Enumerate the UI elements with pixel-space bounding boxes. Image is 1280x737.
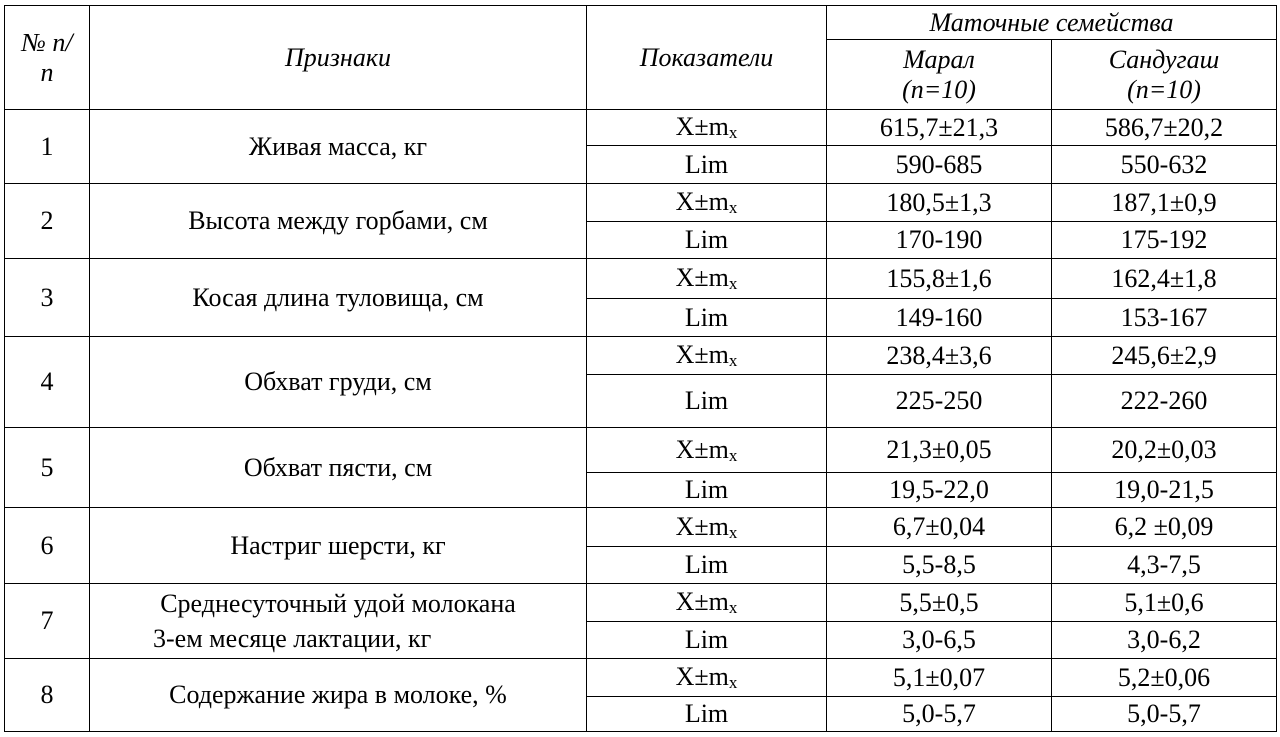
stat-mean-label [587, 110, 827, 146]
maral-mean: 21,3±0,05 [827, 428, 1052, 473]
row-trait: Настриг шерсти, кг [90, 508, 587, 584]
row-trait-line1: Среднесуточный удой молокана [160, 588, 516, 618]
mean-prefix: X±m [675, 187, 729, 217]
row-num: 2 [5, 184, 90, 259]
sandugash-mean: 162,4±1,8 [1052, 259, 1277, 299]
table-row [5, 584, 1277, 622]
mean-subscript: x [728, 598, 738, 618]
maral-mean: 238,4±3,6 [827, 337, 1052, 375]
sandugash-mean: 5,2±0,06 [1052, 659, 1277, 697]
row-trait: Живая масса, кг [90, 110, 587, 184]
row-num: 1 [5, 110, 90, 184]
mean-subscript: x [728, 522, 738, 542]
stat-lim-label: Lim [587, 146, 827, 184]
maral-lim: 5,5-8,5 [827, 547, 1052, 584]
table-row [5, 508, 1277, 547]
header-sandugash-n: (n=10) [1127, 74, 1201, 104]
sandugash-lim: 222-260 [1052, 375, 1277, 428]
table-row [5, 659, 1277, 697]
mean-subscript: x [728, 351, 738, 371]
sandugash-lim: 19,0-21,5 [1052, 473, 1277, 508]
mean-prefix: X±m [675, 662, 729, 692]
maral-mean: 155,8±1,6 [827, 259, 1052, 299]
sandugash-mean: 5,1±0,6 [1052, 584, 1277, 622]
stat-mean-label [587, 337, 827, 375]
row-trait [90, 584, 587, 659]
header-row-1 [5, 6, 1277, 40]
row-num: 4 [5, 337, 90, 428]
mean-prefix: X±m [675, 263, 729, 293]
maral-lim: 5,0-5,7 [827, 697, 1052, 732]
sandugash-lim: 4,3-7,5 [1052, 547, 1277, 584]
sandugash-lim: 153-167 [1052, 299, 1277, 337]
maral-mean: 5,1±0,07 [827, 659, 1052, 697]
sandugash-mean: 6,2 ±0,09 [1052, 508, 1277, 547]
mean-prefix: X±m [675, 587, 729, 617]
maral-lim: 3,0-6,5 [827, 622, 1052, 659]
maral-mean: 6,7±0,04 [827, 508, 1052, 547]
sandugash-mean: 245,6±2,9 [1052, 337, 1277, 375]
maral-mean: 5,5±0,5 [827, 584, 1052, 622]
mean-subscript: x [728, 445, 738, 465]
table-row [5, 337, 1277, 375]
row-trait: Содержание жира в молоке, % [90, 659, 587, 732]
row-trait: Косая длина туловища, см [90, 259, 587, 337]
data-table [4, 5, 1277, 732]
stat-mean-label [587, 184, 827, 222]
stat-lim-label: Lim [587, 622, 827, 659]
sandugash-lim: 3,0-6,2 [1052, 622, 1277, 659]
header-maral [827, 40, 1052, 110]
stat-mean-label [587, 428, 827, 473]
row-trait-line2: 3-ем месяце лактации, кг [153, 624, 432, 653]
row-trait: Высота между горбами, см [90, 184, 587, 259]
header-maral-name: Марал [903, 45, 975, 75]
header-indicator: Показатели [587, 6, 827, 110]
row-trait: Обхват груди, см [90, 337, 587, 428]
maral-lim: 19,5-22,0 [827, 473, 1052, 508]
mean-subscript: x [728, 274, 738, 294]
mean-prefix: X±m [675, 340, 729, 370]
stat-mean-label [587, 259, 827, 299]
row-num: 8 [5, 659, 90, 732]
sandugash-mean: 20,2±0,03 [1052, 428, 1277, 473]
table-row [5, 428, 1277, 473]
row-num: 7 [5, 584, 90, 659]
header-sandugash-name: Сандугаш [1108, 45, 1220, 75]
maral-lim: 590-685 [827, 146, 1052, 184]
header-maral-n: (n=10) [902, 74, 976, 104]
table-row [5, 184, 1277, 222]
mean-subscript: x [728, 198, 738, 218]
mean-prefix: X±m [675, 434, 729, 464]
mean-subscript: x [728, 673, 738, 693]
sandugash-lim: 5,0-5,7 [1052, 697, 1277, 732]
maral-lim: 149-160 [827, 299, 1052, 337]
row-trait: Обхват пясти, см [90, 428, 587, 508]
maral-mean: 615,7±21,3 [827, 110, 1052, 146]
sandugash-lim: 550-632 [1052, 146, 1277, 184]
header-sandugash [1052, 40, 1277, 110]
stat-lim-label: Lim [587, 473, 827, 508]
sandugash-lim: 175-192 [1052, 222, 1277, 259]
maral-lim: 170-190 [827, 222, 1052, 259]
stat-lim-label: Lim [587, 375, 827, 428]
table-row [5, 259, 1277, 299]
stat-mean-label [587, 508, 827, 547]
header-trait: Признаки [90, 6, 587, 110]
row-num: 3 [5, 259, 90, 337]
mean-prefix: X±m [675, 511, 729, 541]
stat-mean-label [587, 659, 827, 697]
sandugash-mean: 586,7±20,2 [1052, 110, 1277, 146]
stat-lim-label: Lim [587, 547, 827, 584]
header-num: № п/п [5, 6, 90, 110]
stat-lim-label: Lim [587, 697, 827, 732]
row-num: 5 [5, 428, 90, 508]
maral-mean: 180,5±1,3 [827, 184, 1052, 222]
header-group: Маточные семейства [827, 6, 1277, 40]
mean-subscript: x [728, 123, 738, 143]
maral-lim: 225-250 [827, 375, 1052, 428]
stat-lim-label: Lim [587, 222, 827, 259]
sandugash-mean: 187,1±0,9 [1052, 184, 1277, 222]
mean-prefix: X±m [675, 112, 729, 142]
stat-mean-label [587, 584, 827, 622]
stat-lim-label: Lim [587, 299, 827, 337]
row-num: 6 [5, 508, 90, 584]
table-row [5, 110, 1277, 146]
